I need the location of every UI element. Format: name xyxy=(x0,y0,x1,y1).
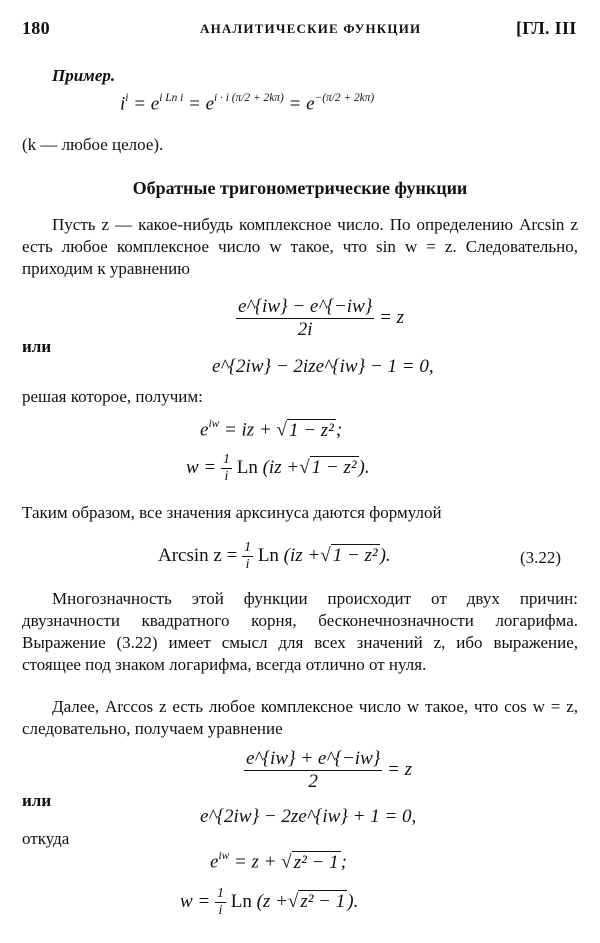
equation-cosine-fraction: $\frac{e\^{}\{iw\} + e\^{}\{-iw\}}{2}$ = z xyxy=(246,748,413,792)
text-reshaya: решая которое, получим: xyxy=(22,387,203,406)
paragraph-arcsin-def: Пусть z — какое-нибудь комплексное число. По определению Arcsin z есть любое комплексное число w такое, что sin w = z. Следовательно, приходим к уравнению xyxy=(22,215,578,278)
example-note: (k — любое целое). xyxy=(22,135,164,154)
equation-number-3-22: (3.22) xyxy=(520,548,562,567)
equation-w-arcsin: w = $\frac{1}{i}$ Ln (iz +√ 1 − z² ). xyxy=(186,452,370,484)
example-label: Пример. xyxy=(52,66,116,85)
equation-quadratic-cos: e^{2iw} − 2ze^{iw} + 1 = 0, xyxy=(200,806,417,827)
text-takim: Таким образом, все значения арксинуса даются формулой xyxy=(22,503,442,522)
equation-arcsin-formula: Arcsin z = $\frac{1}{i}$ Ln (iz +√ 1 − z² ). xyxy=(158,540,391,572)
paragraph-many-valued: Многозначность этой функции происходит от двух причин: двузначности квадратного корня, бесконечнозначности логарифма. Выражение (3.22) имеет смысл для всех значений z, ибо выражение, стоящее под знаком логарифма, всегда отлично от нуля. xyxy=(22,589,578,674)
equation-quadratic-sin: e^{2iw} − 2ize^{iw} − 1 = 0, xyxy=(212,356,434,377)
chapter-ref: [ГЛ. III xyxy=(516,18,577,38)
word-ili-1: или xyxy=(22,337,52,356)
section-title: Обратные тригонометрические функции xyxy=(132,178,468,198)
word-ili-2: или xyxy=(22,791,52,810)
equation-w-arccos: w = $\frac{1}{i}$ Ln (z +√ z² − 1 ). xyxy=(180,886,359,918)
running-title: АНАЛИТИЧЕСКИЕ ФУНКЦИИ xyxy=(200,21,422,36)
example-formula: $i^i = e^{i Ln i} = e^{i \cdot i (\pi/2 + 2k\pi)} = e^{-(\pi/2 + 2k\pi)}$ xyxy=(120,92,375,115)
equation-sine-fraction: $\frac{e\^{}\{iw\} - e\^{}\{-iw\}}{2i}$ = z xyxy=(238,296,405,340)
equation-eiw-sin: $e^{iw}$ = iz + √ 1 − z² ; xyxy=(200,418,343,441)
page-number: 180 xyxy=(22,18,50,38)
equation-eiw-cos: $e^{iw} = z$ + √ z² − 1 ; xyxy=(210,850,347,873)
text-otkuda: откуда xyxy=(22,829,70,848)
paragraph-arccos-def: Далее, Arccos z есть любое комплексное число w такое, что cos w = z, следовательно, получаем уравнение xyxy=(22,697,578,738)
